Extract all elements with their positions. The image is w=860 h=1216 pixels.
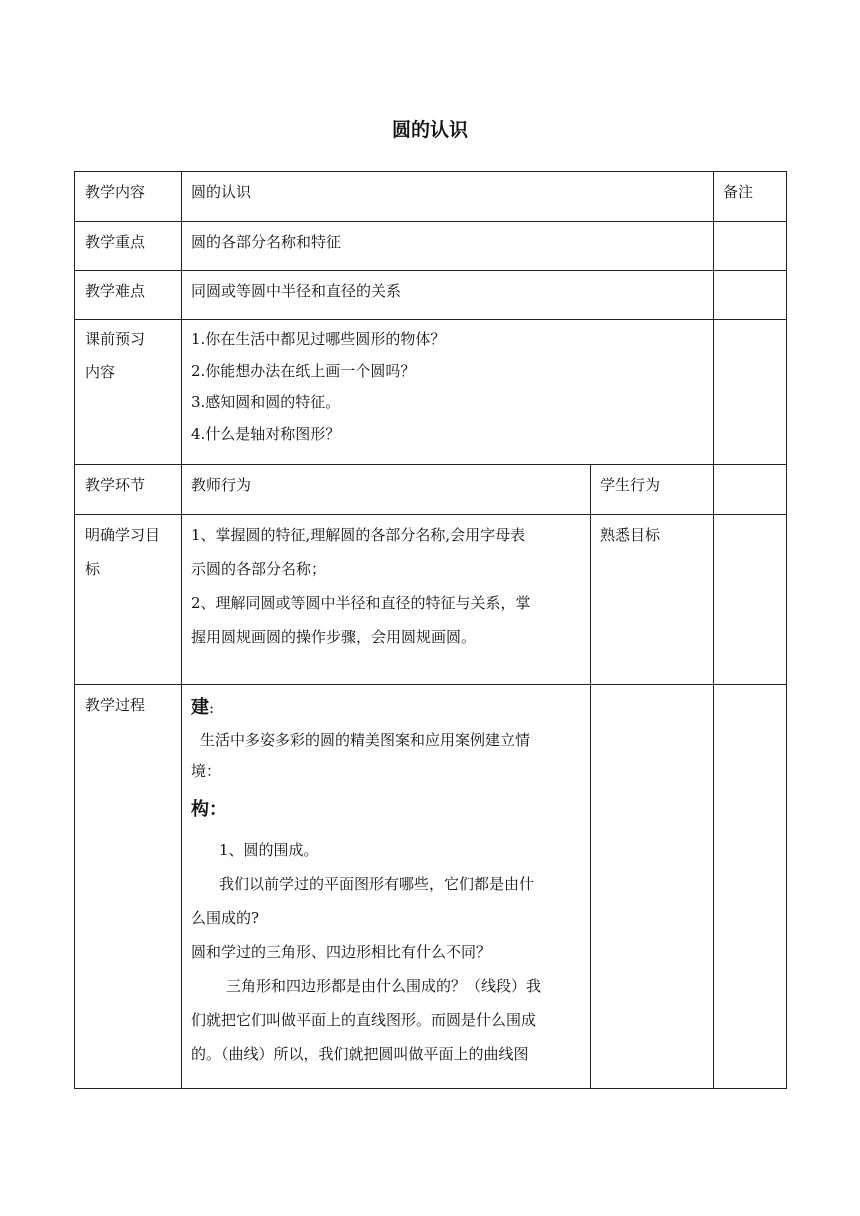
value-preview [182,320,714,465]
goal-line: 握用圆规画圆的操作步骤，会用圆规画圆。 [191,628,477,646]
row-goals [75,515,787,685]
row-stage [75,465,787,515]
label-content: 教学内容 [75,172,182,222]
label-goals-line2: 标 [85,560,101,578]
note-goals [714,515,787,685]
row-preview [75,320,787,465]
process-q2: 圆和学过的三角形、四边形相比有什么不同？ [191,943,492,961]
row-content [75,172,787,222]
preview-item: 4.什么是轴对称图形？ [191,424,341,443]
process-heading-build [191,691,584,725]
student-header: 学生行为 [591,465,714,515]
row-difficulty [75,271,787,320]
preview-item: 3.感知圆和圆的特征。 [191,393,341,411]
process-student [591,685,714,1089]
goal-line: 1、掌握圆的特征,理解圆的各部分名称,会用字母表 [191,526,526,544]
note-preview [714,320,787,465]
note-header: 备注 [714,172,787,222]
row-key-point [75,222,787,271]
note-difficulty [714,271,787,320]
preview-item: 2.你能想办法在纸上画一个圆吗？ [191,361,416,380]
process-teacher [182,685,591,1089]
lesson-plan-table [74,171,787,1089]
process-heading-construct: 构： [191,799,227,820]
heading-build-suffix: : [209,699,215,717]
value-content: 圆的认识 [182,172,714,222]
value-difficulty: 同圆或等圆中半径和直径的关系 [182,271,714,320]
process-intro-line1: 生活中多姿多彩的圆的精美图案和应用案例建立情 [200,731,531,749]
label-preview [75,320,182,465]
process-q1-line1: 我们以前学过的平面图形有哪些，它们都是由什 [219,875,535,893]
note-key-point [714,222,787,271]
teacher-header: 教师行为 [182,465,591,515]
process-a-line3: 的。（曲线）所以，我们就把圆叫做平面上的曲线图 [191,1045,529,1063]
process-q1-line2: 么围成的? [191,909,260,927]
goals-student: 熟悉目标 [591,515,714,685]
note-process [714,685,787,1089]
value-key-point: 圆的各部分名称和特征 [182,222,714,271]
goal-line: 示圆的各部分名称； [191,560,327,578]
row-process [75,685,787,1089]
label-goals [75,515,182,685]
label-process: 教学过程 [75,685,182,1089]
label-preview-line1: 课前预习 [85,330,146,348]
preview-item: 1.你在生活中都见过哪些圆形的物体？ [191,330,446,348]
page-title: 圆的认识 [391,119,468,141]
note-stage [714,465,787,515]
heading-build: 建 [191,697,209,718]
goal-line: 2、理解同圆或等圆中半径和直径的特征与关系，掌 [191,594,531,612]
label-difficulty: 教学难点 [75,271,182,320]
process-a-line2: 们就把它们叫做平面上的直线图形。而圆是什么围成 [191,1011,537,1029]
label-preview-line2: 内容 [85,363,116,381]
process-a-line1: 三角形和四边形都是由什么围成的？（线段）我 [226,977,542,995]
process-sub1: 1、圆的围成。 [219,841,319,859]
process-intro-line2: 境： [191,762,222,780]
label-goals-line1: 明确学习目 [85,526,161,544]
label-key-point: 教学重点 [75,222,182,271]
label-stage: 教学环节 [75,465,182,515]
goals-teacher [182,515,591,685]
